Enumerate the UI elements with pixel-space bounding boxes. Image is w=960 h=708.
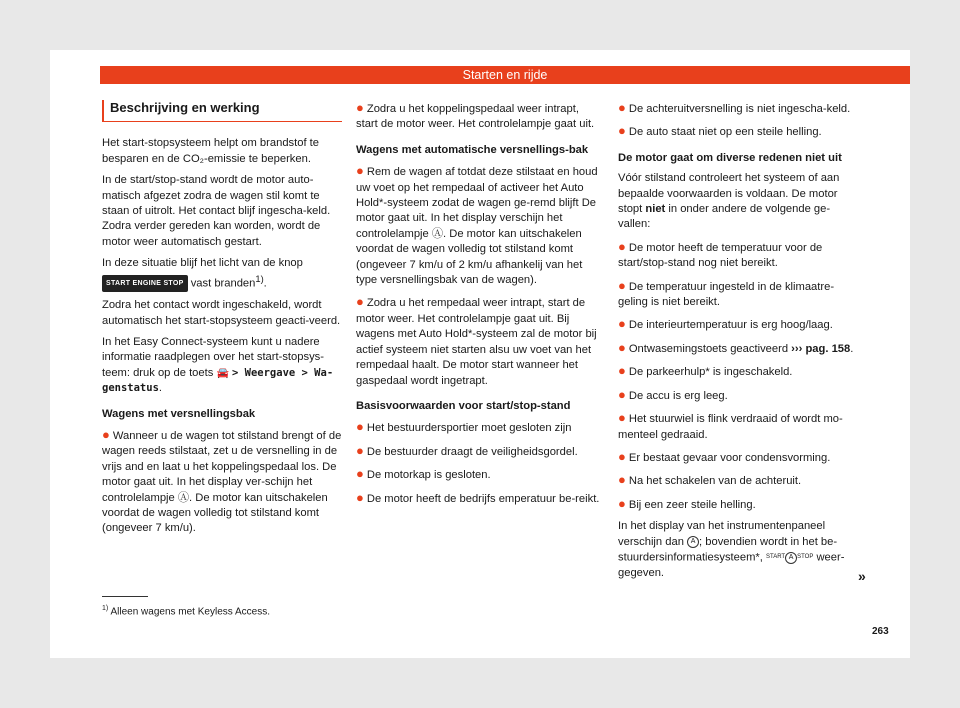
bullet-item: ● Het stuurwiel is flink verdraaid of wordt mo-menteel gedraaid.: [618, 410, 843, 441]
stop-label-icon: STOP: [797, 553, 814, 560]
column-2: [356, 100, 600, 513]
bullet-dot-icon: ●: [618, 386, 626, 402]
bullet-dot-icon: ●: [618, 448, 626, 464]
manual-page: [50, 50, 910, 658]
bullet-item: ● Na het schakelen van de achteruit.: [618, 472, 802, 488]
bullet-dot-icon: ●: [618, 472, 626, 488]
bullet-item: ● De achteruitversnelling is niet ingescha-keld.: [618, 100, 851, 115]
bullet-dot-icon: ●: [618, 238, 626, 254]
start-label-icon: START: [765, 553, 786, 560]
bullet-item: ● De auto staat niet op een steile helling.: [618, 123, 822, 139]
paragraph: In deze situatie blijf het licht van de knop START ENGINE STOP vast branden$^{1)}$.: [102, 256, 342, 292]
bullet-dot-icon: ●: [618, 363, 626, 379]
bullet-item: ● Zodra u het rempedaal weer intrapt, start de motor weer. Het controlelampje gaat uit. Bij wagens met Auto Hold*-systeem zal de motor bij actief systeem niet starten alsu uw voet van het rempedaal haalt. De motor start wanneer het gaspedaal wordt ingetrapt.: [356, 294, 597, 387]
bullet-dot-icon: ●: [618, 100, 626, 115]
bullet-item: ● Ontwasemingstoets geactiveerd ››› pag. 158.: [618, 339, 854, 355]
start-engine-stop-key-icon: START ENGINE STOP: [102, 275, 188, 292]
footnote-divider: [102, 596, 148, 597]
bullet-dot-icon: ●: [356, 419, 364, 435]
bullet-dot-icon: ●: [356, 294, 364, 310]
paragraph: In het display van het instrumentenpaneel verschijn dan A ; bovendien wordt in het be-stuurdersinformatiesysteem*, START A STOP weer-gegeven.: [618, 520, 845, 579]
bullet-item: ● De accu is erg leeg.: [618, 386, 728, 402]
bullet-item: ● De temperatuur ingesteld in de klimaatre-geling is niet bereikt.: [618, 277, 835, 309]
start-stop-crossed-icon: A: [785, 552, 797, 564]
bullet-item: ● Wanneer u de wagen tot stilstand brengt of de wagen reeds stilstaat, zet u de versnelling in de vrijs and en laat u het koppelingspedaal los. De motor gaat uit. In het display ver-schijn het controlelampje Ⓐ. De motor kan uitschakelen voordat de wagen volledig tot stilstand komt (ongeveer 7 km/u).: [102, 426, 342, 535]
bullet-dot-icon: ●: [356, 442, 364, 458]
bullet-item: ● Er bestaat gevaar voor condensvorming.: [618, 448, 831, 464]
page-number: 263: [872, 626, 889, 637]
bullet-item: ● De motor heeft de bedrijfs emperatuur be-reikt.: [356, 489, 600, 505]
continue-arrow-icon: »: [858, 568, 866, 584]
bullet-dot-icon: ●: [618, 339, 626, 355]
bullet-item: ● Het bestuurdersportier moet gesloten zijn: [356, 419, 572, 435]
subheading: De motor gaat om diverse redenen niet uit: [618, 151, 842, 164]
bullet-dot-icon: ●: [618, 316, 626, 332]
column-3: [618, 100, 860, 587]
bullet-dot-icon: ●: [356, 163, 364, 179]
column-1: [102, 100, 342, 543]
car-icon: 🚘: [216, 367, 229, 379]
bullet-dot-icon: ●: [618, 123, 626, 139]
chapter-banner: Starten en rijde: [100, 66, 910, 84]
bullet-dot-icon: ●: [618, 495, 626, 511]
subheading: Wagens met versnellingsbak: [102, 407, 256, 420]
page-reference-link[interactable]: ››› pag. 158: [791, 342, 851, 355]
bullet-item: ● De parkeerhulp* is ingeschakeld.: [618, 363, 793, 379]
start-stop-crossed-icon: A: [687, 536, 699, 548]
bullet-item: ● De interieurtemperatuur is erg hoog/laag.: [618, 316, 833, 332]
paragraph: In het Easy Connect-systeem kunt u nadere informatie raadplegen over het start-stopsys-teem: druk op de toets 🚘 > Weergave > Wa-genstatus.: [102, 335, 334, 395]
paragraph: In de start/stop-stand wordt de motor auto-matisch afgezet zodra de wagen stil komt te staan of uitrolt. Het contact blijf ingescha-keld. Zodra verder gereden kan worden, wordt de motor weer automatisch gestart.: [102, 174, 331, 248]
bullet-dot-icon: ●: [102, 426, 110, 442]
menu-path: > Weergave > Wa-genstatus: [102, 366, 334, 395]
section-title: Beschrijving en werking: [102, 100, 342, 122]
bullet-item: ● De bestuurder draagt de veiligheidsgordel.: [356, 442, 578, 458]
paragraph: Zodra het contact wordt ingeschakeld, wordt automatisch het start-stopsysteem geacti-veerd.: [102, 299, 341, 327]
bullet-item: ● De motorkap is gesloten.: [356, 466, 491, 482]
bullet-dot-icon: ●: [618, 410, 626, 426]
paragraph: Vóór stilstand controleert het systeem of aan bepaalde voorwaarden is voldaan. De motor stopt niet in onder andere de volgende ge-vallen:: [618, 172, 840, 231]
bullet-dot-icon: ●: [356, 489, 364, 505]
bullet-dot-icon: ●: [356, 100, 364, 115]
bullet-item: ● Zodra u het koppelingspedaal weer intrapt, start de motor weer. Het controlelampje gaat uit.: [356, 100, 595, 131]
bullet-item: ● De motor heeft de temperatuur voor de start/stop-stand nog niet bereikt.: [618, 238, 823, 270]
bullet-dot-icon: ●: [356, 466, 364, 482]
footnote-ref: 1): [255, 273, 264, 284]
bullet-item: ● Rem de wagen af totdat deze stilstaat en houd uw voet op het rempedaal of activeer het Auto Hold*-systeem zodat de wagen ge-remd blijft De motor gaat uit. In het display verschijn het controlelampje Ⓐ. De motor kan uitschakelen voordat de wagen volledig tot stilstand komt (ongeveer 7 km/u of 2 km/u afhankelij van het type versnellingsbak van de wagen).: [356, 163, 598, 287]
bullet-item: ● Bij een zeer steile helling.: [618, 495, 756, 511]
footnote: $^{1)}$ Alleen wagens met Keyless Access.: [102, 605, 270, 618]
subheading: Wagens met automatische versnellings-bak: [356, 143, 589, 156]
paragraph: Het start-stopsysteem helpt om brandstof te besparen en de CO₂-emissie te beperken.: [102, 137, 320, 165]
subheading: Basisvoorwaarden voor start/stop-stand: [356, 399, 571, 412]
bullet-dot-icon: ●: [618, 277, 626, 293]
